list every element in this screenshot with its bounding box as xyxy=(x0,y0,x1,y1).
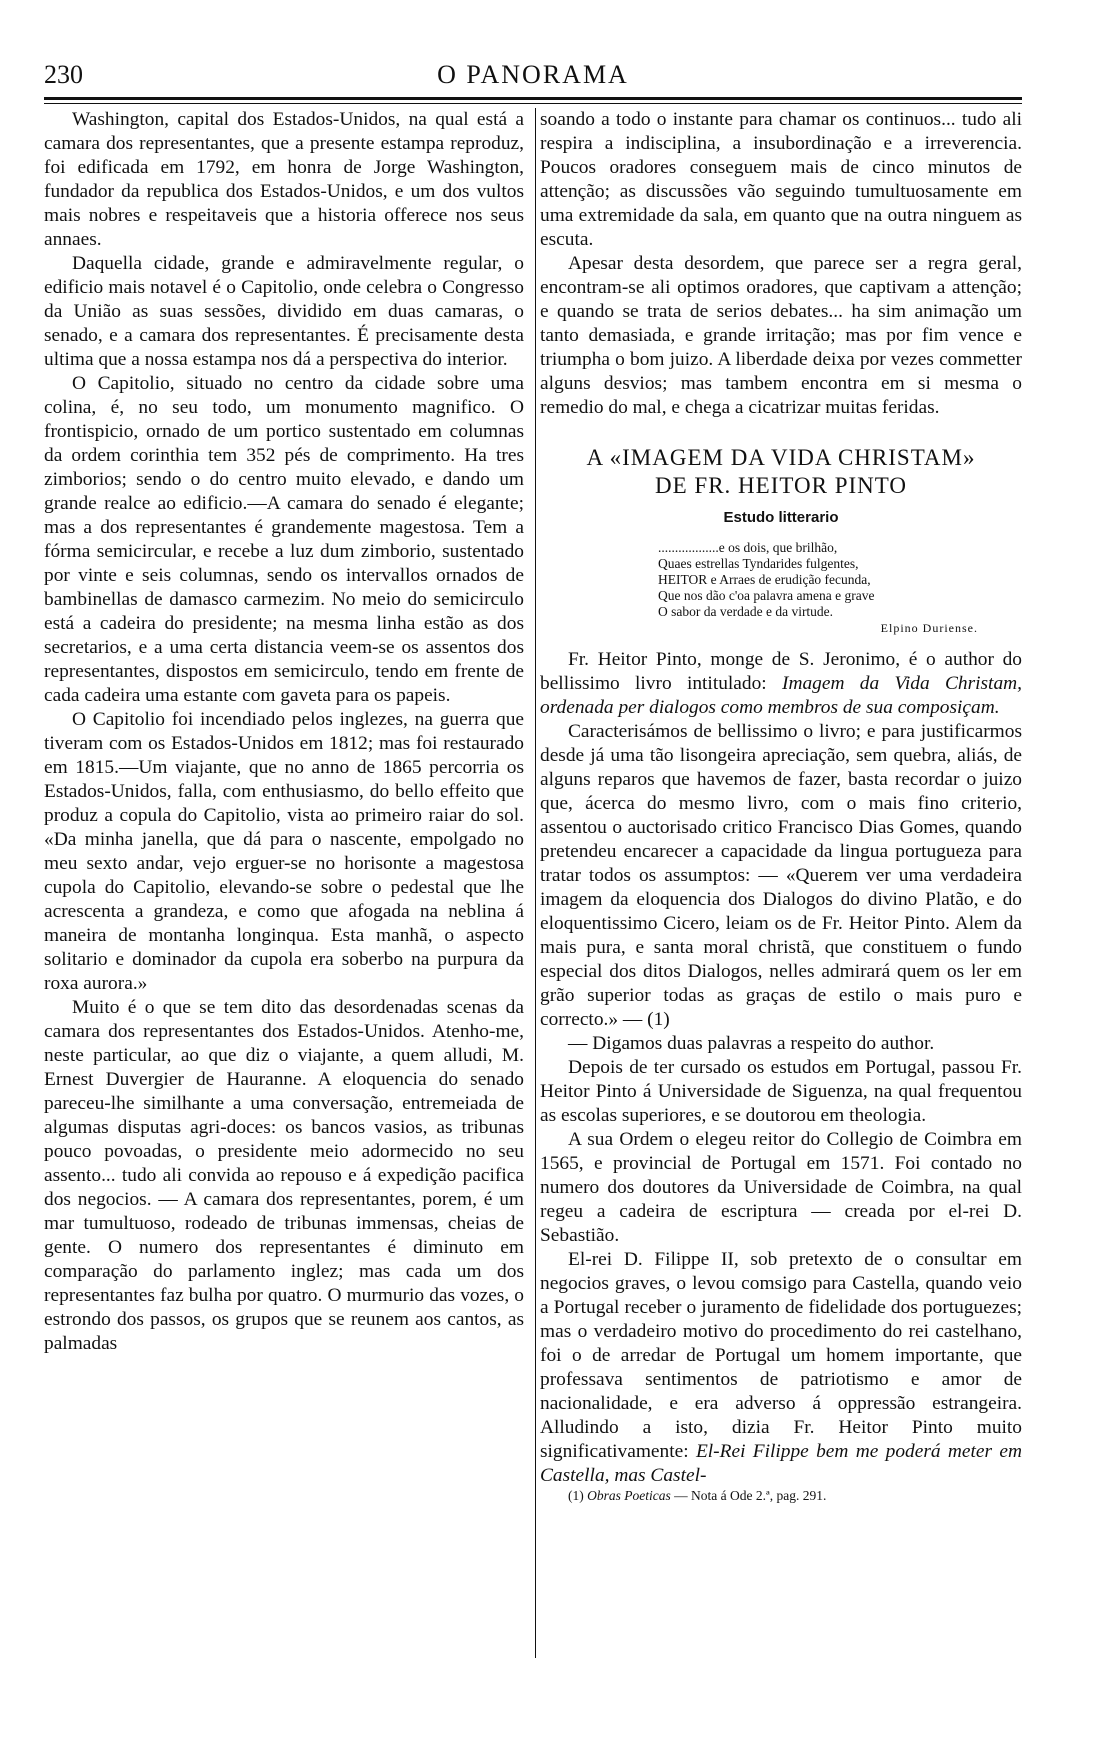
header-rule-thin xyxy=(44,103,1022,104)
paragraph xyxy=(540,648,1022,720)
paragraph: Caracterisámos de bellissimo o livro; e para justificarmos desde já uma tão lisongeira apreciação, sem quebra, aliás, de alguns reparos que havemos de fazer, basta recordar o juizo que, ácerca do mesmo livro, com o mais fino criterio, assentou o auctorisado critico Francisco Dias Gomes, quando pretendeu encarecer a capacidade da lingua portugueza para tratar todos os assumptos: — «Querem ver uma verdadeira imagem da eloquencia dos Dialogos do divino Platão, e do eloquentissimo Cicero, leiam os de Fr. Heitor Pinto. Alem da mais pura, e santa moral christã, que constituem o fundo especial dos ditos Dialogos, nelles admirará quem os ler em grão superior todas as graças de estilo o mais puro e correcto.» — (1) xyxy=(540,721,1022,1030)
paragraph: — Digamos duas palavras a respeito do author. xyxy=(568,1033,935,1054)
paragraph: A sua Ordem o elegeu reitor do Collegio de Coimbra em 1565, e provincial de Portugal em 1571. Foi contado no numero dos doutores da Universidade de Coimbra, na qual regeu a cadeira de escriptura — creada por el-rei D. Sebastião. xyxy=(540,1129,1022,1246)
epigraph-author: Elpino Duriense. xyxy=(880,621,978,635)
quotation: El-Rei Filippe bem me poderá meter em Castella, mas Castel- xyxy=(540,1441,1022,1486)
paragraph: O Capitolio, situado no centro da cidade sobre uma colina, é, no seu todo, um monumento magnifico. O frontispicio, ornado de um portico sustentado em columnas da ordem corinthia tem 352 pés de comprimento. Ha tres zimborios; sendo o do centro muito elevado, e dando um grande realce ao edificio.—A camara do senado é elegante; mas a dos representantes é grandemente magestosa. Tem a fórma semicircular, e recebe a luz dum zimborio, sustentado por vinte e seis columnas, sendo os intervallos ornados de bambinellas de damasco carmezim. No meio do semicirculo está a cadeira do presidente; na mesma linha estão as dos secretarios, e a uma certa distancia veem-se os assentos dos representantes, dispostos em semicirculo, tendo em frente de cada cadeira uma estante com gaveta para os papeis. xyxy=(44,373,524,706)
paragraph: Washington, capital dos Estados-Unidos, na qual está a camara dos representantes, que a presente estampa reproduz, foi edificada em 1792, em honra de Jorge Washington, fundador da republica dos Estados-Unidos, e um dos vultos mais nobres e respeitaveis que a historia offerece nos seus annaes. xyxy=(44,109,524,250)
journal-title: O PANORAMA xyxy=(437,60,629,89)
paragraph: Muito é o que se tem dito das desordenadas scenas da camara dos representantes dos Estados-Unidos. Atenho-me, neste particular, ao que diz o viajante, a quem alludi, M. Ernest Duvergier de Hauranne. A eloquencia do senado pareceu-lhe similhante a uma conversação, entremeiada de algumas disputas agri-doces: os bancos vasios, as tribunas pouco povoadas, o presidente meio adormecido no seu assento... tudo ali convida ao repouso e á expedição pacifica dos negocios. — A camara dos representantes, porem, é um mar tumultuoso, rodeado de tribunas immensas, cheias de gente. O numero dos representantes é diminuto em comparação do parlamento inglez; mas cada um dos representantes faz bulha por quatro. O murmurio das vozes, o estrondo dos passos, os grupos que se reunem aos cantos, as palmadas xyxy=(44,997,524,1354)
article-heading xyxy=(540,444,1022,636)
book-title: Imagem da Vida Christam, ordenada per dialogos como membros de sua composiçam. xyxy=(540,673,1022,718)
paragraph: Daquella cidade, grande e admiravelmente regular, o edificio mais notavel é o Capitolio, onde celebra o Congresso da União as suas sessões, dividido em duas camaras, o senado, e a camara dos representantes. É precisamente desta ultima que a nossa estampa nos dá a perspectiva do interior. xyxy=(44,253,524,370)
page-header xyxy=(44,60,1022,96)
paragraph: Depois de ter cursado os estudos em Portugal, passou Fr. Heitor Pinto á Universidade de Siguenza, na qual frequentou as escolas superiores, e se doutorou em theologia. xyxy=(540,1057,1022,1126)
article-title xyxy=(540,444,1022,500)
paragraph-text: Fr. Heitor Pinto, monge de S. Jeronimo, é o author do bellissimo livro intitulado: xyxy=(540,649,1022,694)
paragraph: Apesar desta desordem, que parece ser a regra geral, encontram-se ali optimos oradores, que captivam a attenção; e quando se trata de serios debates... ha sim animação um tanto demasiada, e grande irritação; mas por fim vence e triumpha o bom juizo. A liberdade deixa por vezes commetter alguns desvios; mas tambem encontra em si mesma o remedio do mal, e chega a cicatrizar muitas feridas. xyxy=(540,253,1022,418)
footnote-source: Obras Poeticas xyxy=(587,1488,671,1503)
article-subtitle: Estudo litterario xyxy=(723,509,839,526)
header-rule-thick xyxy=(44,97,1022,100)
footnote-marker: (1) xyxy=(568,1488,588,1503)
footnote-text: — Nota á Ode 2.ª, pag. 291. xyxy=(670,1488,827,1503)
paragraph xyxy=(540,1248,1022,1488)
epigraph xyxy=(658,540,978,636)
article-title-line-1: A «IMAGEM DA VIDA CHRISTAM» xyxy=(586,445,976,470)
column-divider xyxy=(535,108,536,1658)
page-number: 230 xyxy=(44,60,83,89)
left-column xyxy=(44,108,524,1356)
epigraph-line: HEITOR e Arraes de erudição fecunda, xyxy=(658,572,871,587)
paragraph-text: El-rei D. Filippe II, sob pretexto de o consultar em negocios graves, o levou comsigo para Castella, quando veio a Portugal receber o juramento de fidelidade dos portuguezes; mas o verdadeiro motivo do procedimento do rei castelhano, foi o de arredar de Portugal um homem importante, que professava sentimentos de patriotismo e amor de nacionalidade, e era adverso á oppressão estrangeira. Alludindo a isto, dizia Fr. Heitor Pinto muito significativamente: xyxy=(540,1249,1022,1462)
epigraph-line: O sabor da verdade e da virtude. xyxy=(658,604,834,619)
epigraph-line: Quaes estrellas Tyndarides fulgentes, xyxy=(658,556,859,571)
footnote xyxy=(540,1488,1022,1504)
paragraph: soando a todo o instante para chamar os continuos... tudo ali respira a indisciplina, a insubordinação e a irreverencia. Poucos oradores conseguem mais de cinco minutos de attenção; as discussões vão seguindo tumultuosamente em uma extremidade da sala, em quanto que na outra ninguem as escuta. xyxy=(540,109,1022,250)
right-column xyxy=(540,108,1022,1504)
paragraph: O Capitolio foi incendiado pelos inglezes, na guerra que tiveram com os Estados-Unidos em 1812; mas foi restaurado em 1815.—Um viajante, que no anno de 1865 percorria os Estados-Unidos, falla, com enthusiasmo, do bello effeito que produz a copula do Capitolio, vista ao primeiro raiar do sol. «Da minha janella, que dá para o nascente, empolgado no meu sexto andar, vejo erguer-se no horisonte a magestosa cupola do Capitolio, elevando-se sobre o pedestal que lhe acrescenta a grandeza, e como que afogada na neblina á maneira de montanha longinqua. Esta manhã, o aspecto solitario e dominador da cupola era soberbo na purpura da roxa aurora.» xyxy=(44,709,524,994)
article-title-line-2: DE FR. HEITOR PINTO xyxy=(655,473,907,498)
epigraph-line: Que nos dão c'oa palavra amena e grave xyxy=(658,588,875,603)
epigraph-line: ..................e os dois, que brilhão, xyxy=(658,540,838,555)
